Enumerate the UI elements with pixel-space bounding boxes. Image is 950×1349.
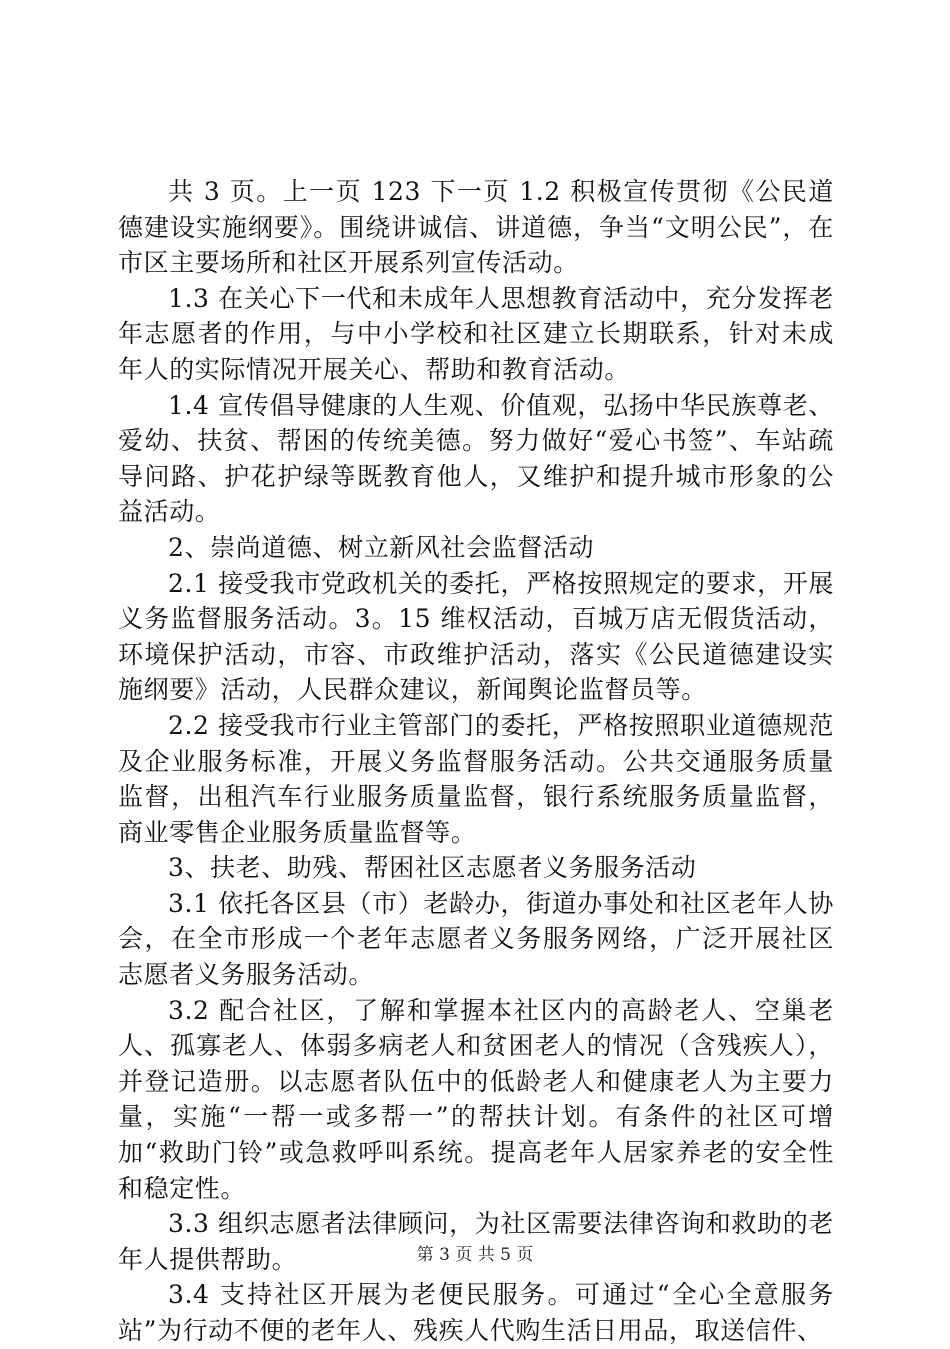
page-number-label: 第 3 页 共 5 页 <box>416 1245 534 1265</box>
paragraph: 3.1 依托各区县（市）老龄办，街道办事处和社区老年人协会，在全市形成一个老年志愿者义务服务网络，广泛开展社区志愿者义务服务活动。 <box>118 888 834 990</box>
paragraph: 2.1 接受我市党政机关的委托，严格按照规定的要求，开展义务监督服务活动。3。15 维权活动，百城万店无假货活动，环境保护活动，市容、市政维护活动，落实《公民道德建设实施纲要》活动，人民群众建议，新闻舆论监督员等。 <box>118 568 834 705</box>
paragraph: 2.2 接受我市行业主管部门的委托，严格按照职业道德规范及企业服务标准，开展义务监督服务活动。公共交通服务质量监督，出租汽车行业服务质量监督，银行系统服务质量监督，商业零售企业服务质量监督等。 <box>118 710 834 847</box>
paragraph: 1.3 在关心下一代和未成年人思想教育活动中，充分发挥老年志愿者的作用，与中小学校和社区建立长期联系，针对未成年人的实际情况开展关心、帮助和教育活动。 <box>118 283 834 384</box>
paragraph: 3.3 组织志愿者法律顾问，为社区需要法律咨询和救助的老年人提供帮助。 <box>118 1209 834 1274</box>
paragraph: 1.4 宣传倡导健康的人生观、价值观，弘扬中华民族尊老、爱幼、扶贫、帮困的传统美德。努力做好“爱心书签”、车站疏导问路、护花护绿等既教育他人，又维护和提升城市形象的公益活动。 <box>118 390 834 527</box>
paragraph: 共 3 页。上一页 123 下一页 1.2 积极宣传贯彻《公民道德建设实施纲要》。围绕讲诚信、讲道德，争当“文明公民”，在市区主要场所和社区开展系列宣传活动。 <box>118 177 834 278</box>
paragraph: 3.4 支持社区开展为老便民服务。可通过“全心全意服务站”为行动不便的老年人、残疾人代购生活日用品，取送信件、 <box>118 1280 834 1345</box>
section-heading: 3、扶老、助残、帮困社区志愿者义务服务活动 <box>168 853 697 883</box>
body-text <box>118 174 834 1349</box>
paragraph: 3.2 配合社区，了解和掌握本社区内的高龄老人、空巢老人、孤寡老人、体弱多病老人和贫困老人的情况（含残疾人），并登记造册。以志愿者队伍中的低龄老人和健康老人为主要力量，实施“一帮一或多帮一”的帮扶计划。有条件的社区可增加“救助门铃”或急救呼叫系统。提高老年人居家养老的安全性和稳定性。 <box>118 995 834 1203</box>
section-heading: 2、崇尚道德、树立新风社会监督活动 <box>168 532 595 562</box>
page-footer <box>0 1244 950 1266</box>
